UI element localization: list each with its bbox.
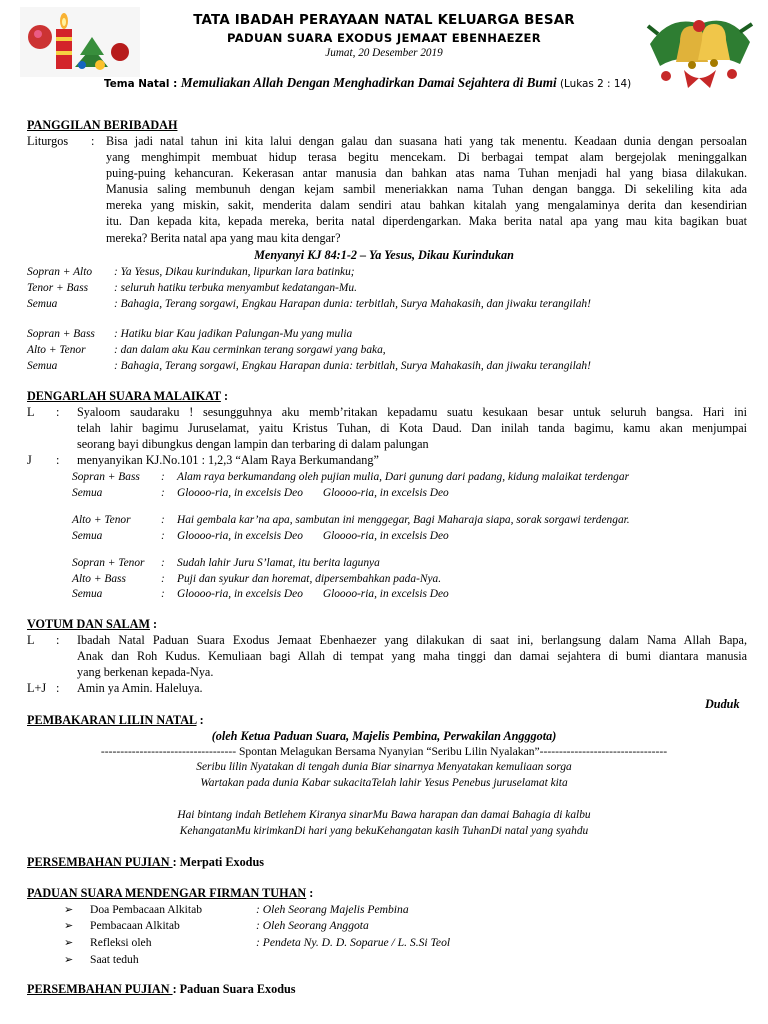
speaker-j: J xyxy=(27,453,32,467)
verse-line: : Hatiku biar Kau jadikan Palungan-Mu yang mulia xyxy=(114,328,353,340)
verse-voice: Alto + Tenor xyxy=(72,514,131,526)
verse-colon: : xyxy=(161,530,165,542)
heading-text: DENGARLAH SUARA MALAIKAT xyxy=(27,389,221,403)
speaker-l: L xyxy=(27,405,35,419)
verse-line: : Bahagia, Terang sorgawi, Engkau Harapan dunia: terbitlah, Surya Mahakasih, dan jiwaku terangilah! xyxy=(114,298,591,310)
bullet-arrow-icon: ➢ xyxy=(64,903,74,916)
heading-colon: : xyxy=(149,617,158,631)
heading-text: PADUAN SUARA MENDENGAR FIRMAN TUHAN xyxy=(27,886,307,900)
paragraph-line: Bisa jadi natal tahun ini kita lalui dengan galau dan suasana hati yang tak menentu. Keadaan dunia dengan persoalan xyxy=(106,134,747,148)
song-instruction-kj101: menyanyikan KJ.No.101 : 1,2,3 “Alam Raya Berkumandang” xyxy=(77,453,379,467)
paragraph-line: Ibadah Natal Paduan Suara Exodus Jemaat Ebenhaezer yang dilakukan di saat ini, berlangsung dalam Nama Allah Bapa, xyxy=(77,633,747,647)
lilin-participants: (oleh Ketua Paduan Suara, Majelis Pembina, Perwakilan Angggota) xyxy=(211,729,557,743)
section-heading-persembahan-1 xyxy=(27,855,264,869)
section-heading-malaikat xyxy=(27,389,228,403)
verse-line: : Ya Yesus, Dikau kurindukan, lipurkan lara batinku; xyxy=(114,266,355,278)
verse-colon: : xyxy=(161,573,165,585)
agenda-item-value: : Oleh Seorang Majelis Pembina xyxy=(256,903,409,916)
bullet-arrow-icon: ➢ xyxy=(64,919,74,932)
verse-line: Alam raya berkumandang oleh pujian mulia, Dari gunung dari padang, kidung malaikat terdengar xyxy=(177,471,630,483)
verse-line: : Bahagia, Terang sorgawi, Engkau Harapan dunia: terbitlah, Surya Mahakasih, dan jiwaku terangilah! xyxy=(114,360,591,372)
verse-colon: : xyxy=(161,514,165,526)
paragraph-line: puing-puing kehancuran. Kekerasan antar manusia dan bahkan atas nama Tuhan menjadi hal yang biasa dilakukan. xyxy=(106,166,747,181)
song-title-kj84: Menyanyi KJ 84:1-2 – Ya Yesus, Dikau Kurindukan xyxy=(254,248,514,262)
liturgos-paragraph xyxy=(106,133,747,246)
verse-voice: Semua xyxy=(72,588,103,600)
agenda-item-value: : Oleh Seorang Anggota xyxy=(256,919,369,932)
speaker-colon: : xyxy=(56,405,60,419)
verse-voice: Alto + Bass xyxy=(72,573,126,585)
verse-colon: : xyxy=(161,487,165,499)
performer-merpati-exodus: : Merpati Exodus xyxy=(172,855,264,869)
verse-voice: Alto + Tenor xyxy=(27,344,86,356)
lyric-line: Seribu lilin Nyatakan di tengah dunia Biar sinarnya Menyatakan kemuliaan sorga xyxy=(196,761,572,773)
heading-text: PERSEMBAHAN PUJIAN xyxy=(27,855,173,869)
verse-voice: Sopran + Tenor xyxy=(72,557,145,569)
theme-label: Tema Natal xyxy=(104,78,170,90)
heading-colon: : xyxy=(306,886,314,900)
paragraph-line: Syaloom saudaraku ! sesungguhnya aku memb’ritakan kepadamu suatu kesukaan besar untuk seluruh bangsa. Hari ini xyxy=(77,405,747,419)
speaker-liturgos: Liturgos xyxy=(27,134,69,148)
document-date: Jumat, 20 Desember 2019 xyxy=(325,47,443,59)
agenda-item-label: Saat teduh xyxy=(90,953,139,966)
paragraph-line: mereka? Berita natal apa yang mau kita dengar? xyxy=(106,230,341,245)
heading-colon: : xyxy=(220,389,229,403)
votum-paragraph xyxy=(77,632,747,680)
verse-colon: : xyxy=(161,471,165,483)
verse-voice: Semua xyxy=(72,530,103,542)
paragraph-line: seorang bayi dibungkus dengan lampin dan terbaring di dalam palungan xyxy=(77,437,429,452)
section-heading-persembahan-2 xyxy=(27,982,296,996)
agenda-item-label: Refleksi oleh xyxy=(90,936,152,949)
heading-colon: : xyxy=(196,713,204,727)
verse-voice: Semua xyxy=(27,298,58,310)
spontan-song-divider: ----------------------------------- Spontan Melagukan Bersama Nyanyian “Seribu Lilin Nyalakan”--------------------------------- xyxy=(100,745,668,758)
agenda-item-label: Doa Pembacaan Alkitab xyxy=(90,903,203,916)
verse-voice: Sopran + Alto xyxy=(27,266,93,278)
verse-line: : seluruh hatiku terbuka menyambut kedatangan-Mu. xyxy=(114,282,357,294)
instruction-duduk: Duduk xyxy=(705,697,740,711)
section-heading-firman xyxy=(27,886,313,900)
paragraph-line: mereka yang miskin, sakit, menderita dalam sendiri atau bahkan kitalah yang mengalaminya derita dan kesendirian xyxy=(106,198,747,213)
section-heading-lilin xyxy=(27,713,204,727)
verse-line: Gloooo-ria, in excelsis Deo Gloooo-ria, in excelsis Deo xyxy=(177,487,449,499)
theme-line xyxy=(104,75,631,91)
verse-voice: Semua xyxy=(27,360,58,372)
verse-line: Gloooo-ria, in excelsis Deo Gloooo-ria, in excelsis Deo xyxy=(177,530,449,542)
bullet-arrow-icon: ➢ xyxy=(64,936,74,949)
verse-voice: Semua xyxy=(72,487,103,499)
theme-reference: (Lukas 2 : 14) xyxy=(556,78,632,90)
paragraph-line: Anak dan Roh Kudus. Kemuliaan bagi Allah di tempat yang maha tinggi dan damai sejahtera di bumi diantara manusia xyxy=(77,649,747,664)
verse-voice: Tenor + Bass xyxy=(27,282,89,294)
theme-colon: : xyxy=(169,78,181,90)
paragraph-line: Manusia saling membunuh dengan kejam sambil meneriakkan nama Tuhan dengan bangga. Di sekeliling kita ada xyxy=(106,182,747,197)
verse-line: Sudah lahir Juru S’lamat, itu berita lagunya xyxy=(177,557,380,569)
speaker-l: L xyxy=(27,633,35,647)
verse-voice: Sopran + Bass xyxy=(72,471,140,483)
response-amin: Amin ya Amin. Haleluya. xyxy=(77,681,203,695)
performer-paduan-suara-exodus: : Paduan Suara Exodus xyxy=(172,982,296,996)
verse-line: Puji dan syukur dan horemat, dipersembahkan pada-Nya. xyxy=(177,573,442,585)
lyric-line: KehangatanMu kirimkanDi hari yang bekuKehangatan kasih TuhanDi natal yang syahdu xyxy=(179,825,589,837)
agenda-item-label: Pembacaan Alkitab xyxy=(90,919,180,932)
document-title: TATA IBADAH PERAYAAN NATAL KELUARGA BESAR xyxy=(193,13,575,28)
section-heading-votum xyxy=(27,617,157,631)
document-subtitle: PADUAN SUARA EXODUS JEMAAT EBENHAEZER xyxy=(227,31,541,45)
section-heading-panggilan: PANGGILAN BERIBADAH xyxy=(27,118,178,132)
bullet-arrow-icon: ➢ xyxy=(64,953,74,966)
verse-colon: : xyxy=(161,557,165,569)
speaker-colon: : xyxy=(56,681,60,695)
angel-paragraph xyxy=(77,404,747,452)
lyric-line: Hai bintang indah Betlehem Kiranya sinarMu Bawa harapan dan damai Bahagia di kalbu xyxy=(177,809,591,821)
paragraph-line: telah lahir bagimu Juruselamat, yaitu Kristus Tuhan, di Kota Daud. Dan inilah tanda bagimu, kamu akan menjumpai xyxy=(77,421,747,436)
heading-text: PEMBAKARAN LILIN NATAL xyxy=(27,713,197,727)
verse-line: : dan dalam aku Kau cerminkan terang sorgawi yang baka, xyxy=(114,344,386,356)
heading-text: PERSEMBAHAN PUJIAN xyxy=(27,982,173,996)
speaker-colon: : xyxy=(91,134,95,148)
verse-colon: : xyxy=(161,588,165,600)
speaker-colon: : xyxy=(56,453,60,467)
agenda-item-value: : Pendeta Ny. D. D. Soparue / L. S.Si Teol xyxy=(256,936,451,949)
paragraph-line: yang berkenan kepada-Nya. xyxy=(77,665,214,680)
verse-line: Hai gembala kar’na apa, sambutan ini menggegar, Bagi Maharaja siapa, sorak sorgawi terdengar. xyxy=(177,514,630,526)
theme-text: Memuliakan Allah Dengan Menghadirkan Damai Sejahtera di Bumi xyxy=(180,75,557,90)
verse-line: Gloooo-ria, in excelsis Deo Gloooo-ria, in excelsis Deo xyxy=(177,588,449,600)
paragraph-line: itu. Dan kepada kita, kepada mereka, berita natal diperdengarkan. Maka berita natal apa yang mau kita bagikan buat xyxy=(106,214,747,229)
speaker-lj: L+J xyxy=(27,681,47,695)
paragraph-line: yang menghimpit membuat hidup terasa begitu mencekam. Di berbagai tempat alam bergejolak meninggalkan xyxy=(106,150,747,165)
heading-text: VOTUM DAN SALAM xyxy=(27,617,150,631)
speaker-colon: : xyxy=(56,633,60,647)
lyric-line: Wartakan pada dunia Kabar sukacitaTelah lahir Yesus Penebus juruselamat kita xyxy=(200,777,568,789)
verse-voice: Sopran + Bass xyxy=(27,328,95,340)
